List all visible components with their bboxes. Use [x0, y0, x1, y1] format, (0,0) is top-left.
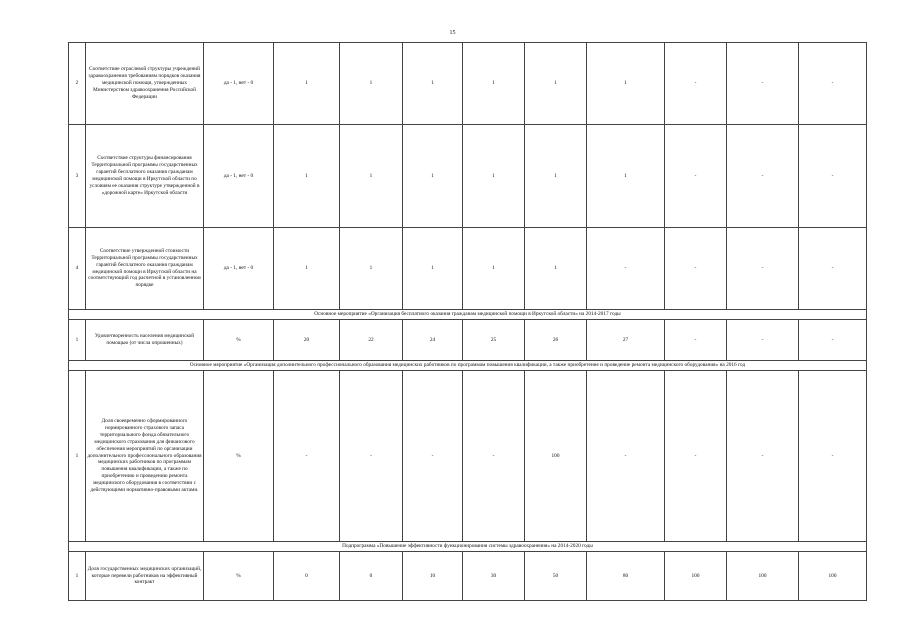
value-cell: 24 — [403, 320, 463, 361]
value-cell: - — [727, 125, 799, 228]
row-number: 4 — [69, 228, 86, 310]
row-number: 1 — [69, 552, 86, 601]
table-row — [69, 320, 867, 361]
table-row — [69, 371, 867, 542]
row-number: 2 — [69, 43, 86, 125]
value-cell: 50 — [525, 552, 587, 601]
value-cell: - — [799, 43, 867, 125]
value-cell: 100 — [727, 552, 799, 601]
value-cell: - — [727, 371, 799, 542]
value-cell: 1 — [340, 125, 403, 228]
indicator-table — [68, 42, 867, 601]
value-cell: - — [799, 320, 867, 361]
value-cell: - — [727, 320, 799, 361]
indicator-name: Соответствие утвержденной стоимости Территориальной программы государственных гарантий бесплатного оказания гражданам медицинской помощи в Иркутской области на соответствующий год расчетной в установленном порядке — [86, 228, 204, 310]
table-row — [69, 43, 867, 125]
value-cell: 1 — [340, 228, 403, 310]
indicator-name: Доля государственных медицинских организаций, которые перевели работников на эффективный контракт — [86, 552, 204, 601]
indicator-name: Соответствие структуры финансирования Территориальной программы государственных гарантий бесплатного оказания гражданам медицинской помощи в Иркутской области по условиям ее оказания структуре утвержденной в «дорожной карте» Иркутской области — [86, 125, 204, 228]
unit-cell: да - 1, нет - 0 — [204, 228, 274, 310]
section-title: Основное мероприятие «Организация бесплатного оказания гражданам медицинской помощи в Иркутской области» на 2014-2017 годы — [69, 310, 867, 320]
value-cell: - — [665, 320, 727, 361]
value-cell: 1 — [403, 125, 463, 228]
row-number: 3 — [69, 125, 86, 228]
value-cell: - — [727, 228, 799, 310]
table-row — [69, 228, 867, 310]
value-cell: 1 — [274, 228, 340, 310]
value-cell: - — [340, 371, 403, 542]
unit-cell: да - 1, нет - 0 — [204, 43, 274, 125]
value-cell: - — [727, 43, 799, 125]
value-cell: 100 — [799, 552, 867, 601]
unit-cell: % — [204, 552, 274, 601]
value-cell: 1 — [340, 43, 403, 125]
table-row — [69, 552, 867, 601]
value-cell: 0 — [340, 552, 403, 601]
value-cell: 1 — [403, 43, 463, 125]
value-cell: - — [587, 228, 665, 310]
unit-cell: % — [204, 371, 274, 542]
section-header-row — [69, 310, 867, 320]
value-cell: 1 — [587, 43, 665, 125]
value-cell: - — [665, 43, 727, 125]
value-cell: 80 — [587, 552, 665, 601]
value-cell: 100 — [525, 371, 587, 542]
value-cell: 1 — [463, 228, 525, 310]
value-cell: 10 — [403, 552, 463, 601]
table-row — [69, 125, 867, 228]
value-cell: 0 — [274, 552, 340, 601]
value-cell: - — [665, 228, 727, 310]
value-cell: - — [274, 371, 340, 542]
unit-cell: да - 1, нет - 0 — [204, 125, 274, 228]
value-cell: 26 — [525, 320, 587, 361]
value-cell: 20 — [274, 320, 340, 361]
page-number: 15 — [449, 30, 456, 36]
value-cell: 1 — [463, 125, 525, 228]
section-title: Основное мероприятие «Организация дополнительного профессионального образования медицинских работников по программам повышения квалификации, а также приобретение и проведение ремонта медицинского оборудования» на 2016 год — [69, 361, 867, 371]
value-cell: 27 — [587, 320, 665, 361]
value-cell: 1 — [274, 43, 340, 125]
value-cell: - — [587, 371, 665, 542]
indicator-name: Доля своевременно сформированного нормированного страхового запаса территориального фонда обязательного медицинского страхования для финансового обеспечения мероприятий по организации дополнительного профессионального образования медицинских работников по программам повышения квалификации, а также по приобретению и проведению ремонта медицинского оборудования в соответствии с действующими нормативно-правовыми актами. — [86, 371, 204, 542]
value-cell: 22 — [340, 320, 403, 361]
indicator-name: Соответствие отраслевой структуры учреждений здравоохранения требованиям порядков оказания медицинской помощи, утвержденных Министерством здравоохранения Российской Федерации — [86, 43, 204, 125]
value-cell: - — [799, 371, 867, 542]
indicator-name: Удовлетворенность населения медицинской помощью (от числа опрошенных) — [86, 320, 204, 361]
value-cell: 1 — [274, 125, 340, 228]
section-header-row — [69, 361, 867, 371]
value-cell: - — [799, 228, 867, 310]
value-cell: - — [403, 371, 463, 542]
value-cell: 1 — [525, 125, 587, 228]
unit-cell: % — [204, 320, 274, 361]
value-cell: - — [799, 125, 867, 228]
value-cell: - — [665, 125, 727, 228]
row-number: 1 — [69, 320, 86, 361]
row-number: 1 — [69, 371, 86, 542]
section-header-row — [69, 542, 867, 552]
value-cell: 100 — [665, 552, 727, 601]
value-cell: 1 — [463, 43, 525, 125]
value-cell: 1 — [403, 228, 463, 310]
value-cell: 1 — [525, 228, 587, 310]
value-cell: - — [665, 371, 727, 542]
value-cell: 30 — [463, 552, 525, 601]
value-cell: - — [463, 371, 525, 542]
section-title: Подпрограмма «Повышение эффективности функционирования системы здравоохранения» на 2014-2020 годы — [69, 542, 867, 552]
value-cell: 25 — [463, 320, 525, 361]
value-cell: 1 — [525, 43, 587, 125]
value-cell: 1 — [587, 125, 665, 228]
